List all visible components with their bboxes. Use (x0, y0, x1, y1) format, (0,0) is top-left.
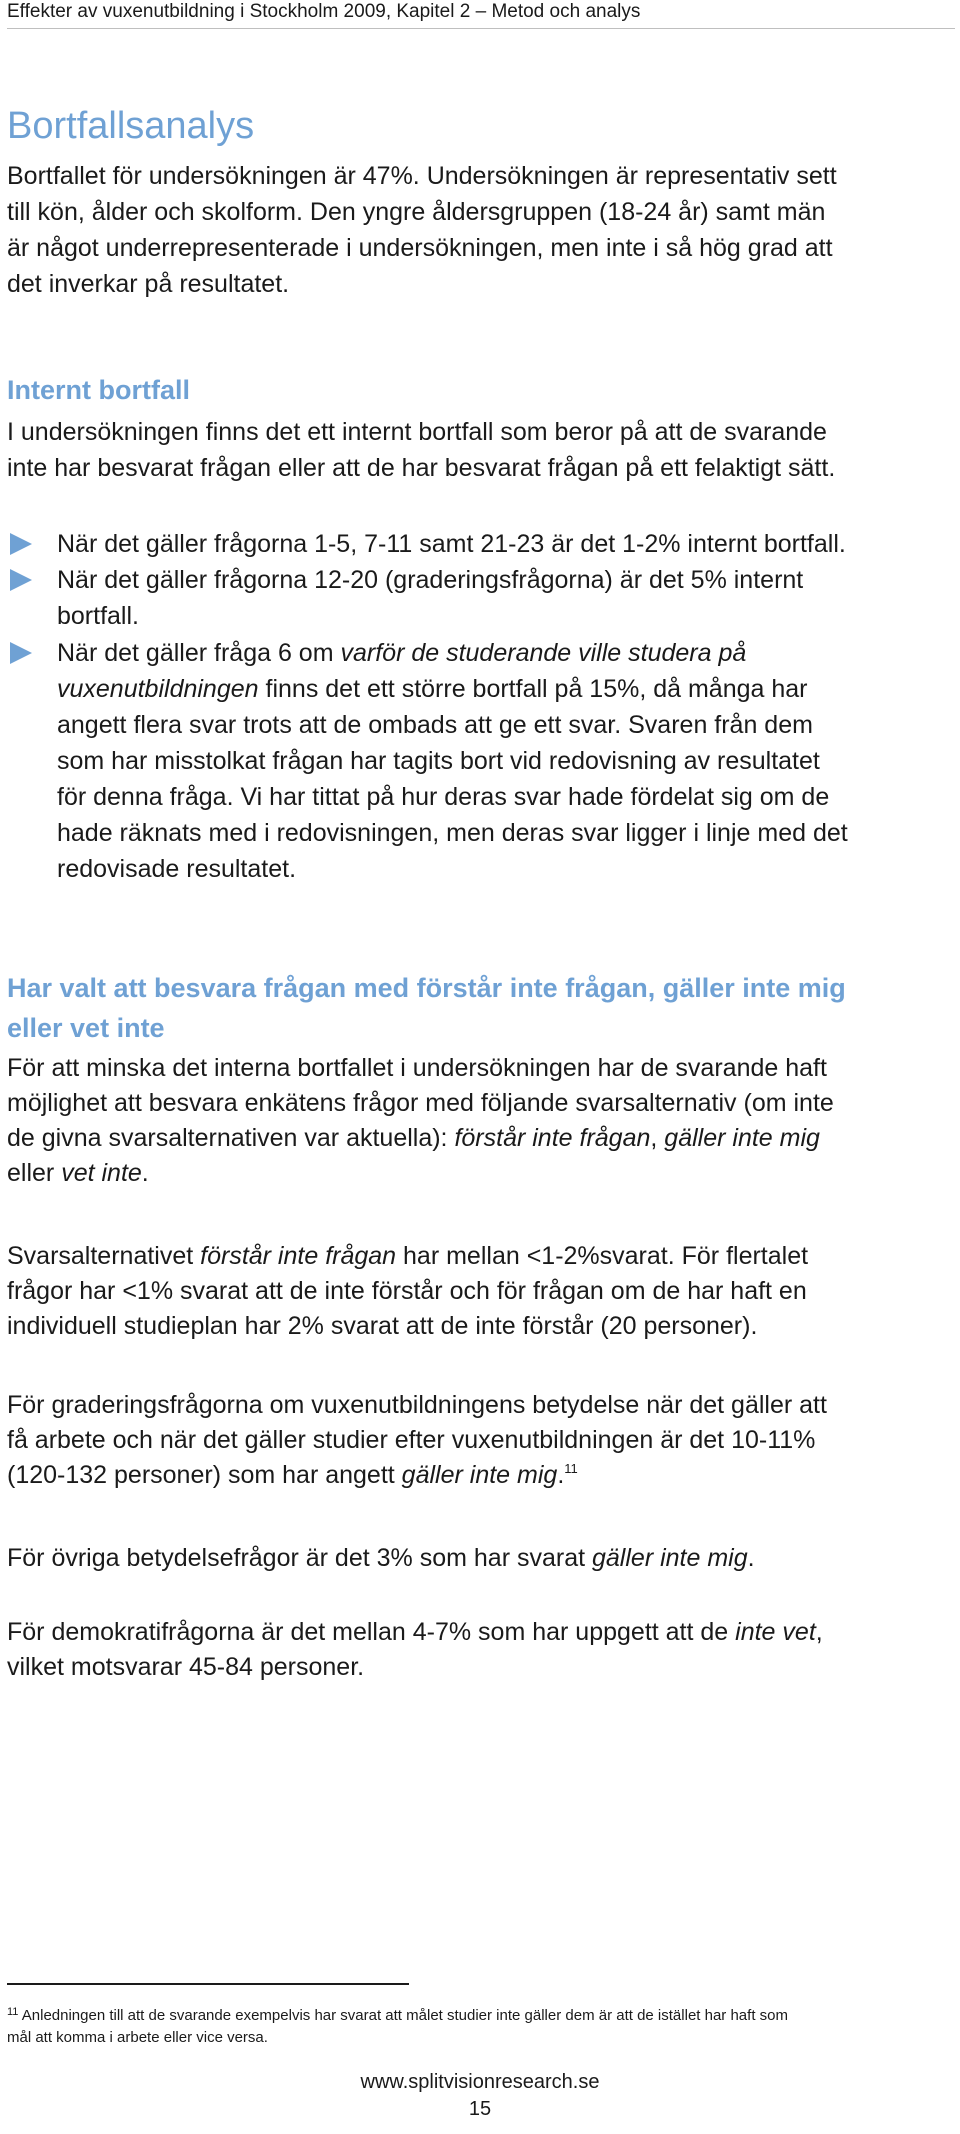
footnote-reference[interactable]: 11 (564, 1461, 578, 1476)
text-run: . (141, 1159, 149, 1187)
paragraph-forstar-inte (7, 1239, 947, 1344)
heading-har-valt-att-besvara (7, 968, 947, 1048)
text-line (7, 1615, 947, 1650)
text-line: individuell studieplan har 2% svarat att de inte förstår (20 personer). (7, 1312, 758, 1340)
text-run: För demokratifrågorna är det mellan 4-7% som har uppgett att de (7, 1618, 736, 1646)
text-run: de givna svarsalternativen var aktuella): (7, 1124, 455, 1152)
text-line: Bortfallet för undersökningen är 47%. Undersökningen är representativ sett (7, 162, 837, 190)
text-line: frågor har <1% svarat att de inte förstår och för frågan om de har haft en (7, 1277, 807, 1305)
text-line: möjlighet att besvara enkätens frågor med följande svarsalternativ (om inte (7, 1089, 834, 1117)
footnote (7, 2005, 952, 2049)
heading-line: eller vet inte (7, 1013, 165, 1043)
text-run: Svarsalternativet (7, 1242, 201, 1270)
text-run: (120-132 personer) som har angett (7, 1461, 402, 1489)
footnote-number: 11 (7, 2006, 19, 2018)
text-line (7, 1458, 947, 1493)
text-run: För övriga betydelsefrågor är det 3% som har svarat (7, 1544, 592, 1572)
text-line: angett flera svar trots att de ombads att ge ett svar. Svaren från dem (57, 711, 813, 739)
paragraph-betydelsefragor (7, 1541, 947, 1576)
text-run: , (650, 1124, 665, 1152)
text-run: Anledningen till att de svarande exempelvis har svarat att målet studier inte gäller dem är att de istället har haft som (18, 2007, 788, 2024)
emphasis-text: inte vet (735, 1618, 816, 1646)
text-run: , (815, 1618, 823, 1646)
text-run: . (557, 1461, 565, 1489)
text-run: finns det ett större bortfall på 15%, då många har (258, 675, 808, 703)
text-line: I undersökningen finns det ett internt bortfall som beror på att de svarande (7, 418, 827, 446)
text-run: eller (7, 1159, 62, 1187)
text-line: inte har besvarat frågan eller att de har besvarat frågan på ett felaktigt sätt. (7, 454, 836, 482)
text-run: . (747, 1544, 755, 1572)
arrow-bullet-icon (10, 569, 32, 591)
heading-bortfallsanalys: Bortfallsanalys (7, 105, 255, 147)
text-line (57, 635, 955, 671)
bullet-item (10, 526, 955, 562)
paragraph-graderingsfragor (7, 1388, 947, 1493)
text-line: För att minska det interna bortfallet i undersökningen har de svarande haft (7, 1054, 827, 1082)
text-line: bortfall. (57, 602, 139, 630)
paragraph-bortfallsanalys (7, 158, 947, 302)
text-line (7, 1541, 947, 1576)
emphasis-text: vet inte (61, 1159, 142, 1187)
bullet-item (10, 635, 955, 887)
emphasis-text: gäller inte mig (592, 1544, 748, 1572)
paragraph-demokratifragor (7, 1615, 947, 1685)
text-line (7, 1156, 947, 1191)
text-line: redovisade resultatet. (57, 855, 297, 883)
text-line: För graderingsfrågorna om vuxenutbildningens betydelse när det gäller att (7, 1391, 827, 1419)
footnote-divider (7, 1983, 409, 1985)
emphasis-text: förstår inte frågan (454, 1124, 651, 1152)
text-line: är något underrepresenterade i undersökningen, men inte i så hög grad att (7, 234, 833, 262)
footnote-line: mål att komma i arbete eller vice versa. (7, 2029, 268, 2046)
text-line: När det gäller frågorna 12-20 (graderingsfrågorna) är det 5% internt (57, 566, 804, 594)
heading-internt-bortfall: Internt bortfall (7, 375, 190, 405)
text-line: hade räknats med i redovisningen, men deras svar ligger i linje med det (57, 819, 848, 847)
text-run: har mellan <1-2%svarat. För flertalet (396, 1242, 809, 1270)
footnote-line (7, 2005, 952, 2027)
text-line (7, 1121, 947, 1156)
arrow-bullet-icon (10, 642, 32, 664)
emphasis-text: gäller inte mig (664, 1124, 820, 1152)
text-line: vilket motsvarar 45-84 personer. (7, 1653, 365, 1681)
text-line: som har misstolkat frågan har tagits bort vid redovisning av resultatet (57, 747, 820, 775)
text-line: få arbete och när det gäller studier efter vuxenutbildningen är det 10-11% (7, 1426, 816, 1454)
header-divider (7, 28, 955, 29)
running-header: Effekter av vuxenutbildning i Stockholm 2009, Kapitel 2 – Metod och analys (7, 1, 641, 22)
text-run: När det gäller fråga 6 om (57, 639, 341, 667)
text-line: för denna fråga. Vi har tittat på hur deras svar hade fördelat sig om de (57, 783, 830, 811)
paragraph-svarsalternativ (7, 1051, 947, 1191)
emphasis-text: förstår inte frågan (200, 1242, 397, 1270)
text-line (7, 1239, 947, 1274)
arrow-bullet-icon (10, 533, 32, 555)
text-line: När det gäller frågorna 1-5, 7-11 samt 21-23 är det 1-2% internt bortfall. (57, 530, 846, 558)
text-line (57, 671, 955, 707)
text-line: till kön, ålder och skolform. Den yngre åldersgruppen (18-24 år) samt män (7, 198, 826, 226)
footer-url[interactable]: www.splitvisionresearch.se (360, 2071, 600, 2093)
emphasis-text: vuxenutbildningen (57, 675, 259, 703)
bullet-item (10, 562, 955, 634)
text-line: det inverkar på resultatet. (7, 270, 290, 298)
emphasis-text: varför de studerande ville studera på (340, 639, 747, 667)
heading-line: Har valt att besvara frågan med förstår inte frågan, gäller inte mig (7, 973, 846, 1003)
paragraph-internt-bortfall (7, 414, 947, 486)
emphasis-text: gäller inte mig (401, 1461, 558, 1489)
page-number: 15 (468, 2098, 492, 2120)
